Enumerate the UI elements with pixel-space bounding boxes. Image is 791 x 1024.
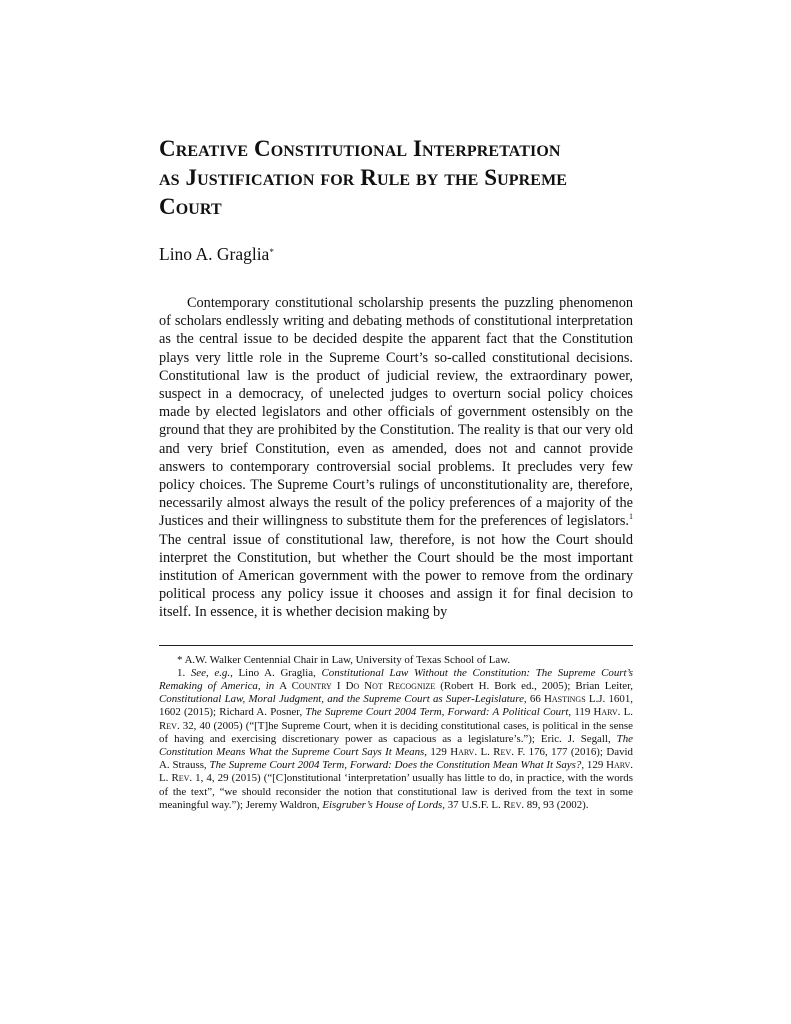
footnote-divider — [159, 645, 633, 646]
author-line — [159, 243, 633, 265]
fn-journal: Rev — [503, 798, 522, 811]
fn-text: , Lino A. Graglia, — [230, 666, 322, 679]
footnote-star: * A.W. Walker Centennial Chair in Law, University of Texas School of Law. — [177, 653, 511, 666]
fn-journal: Harv — [450, 746, 475, 759]
fn-text: , 66 — [523, 693, 545, 706]
title-line: Creative Constitutional Interpretation — [159, 136, 561, 161]
author-footnote-marker: * — [269, 247, 274, 257]
fn-text: . L. — [474, 746, 494, 759]
fn-work-title: The Supreme Court 2004 Term, Forward: Does the Constitution Mean What It Says? — [209, 759, 582, 772]
fn-text: . L. — [159, 759, 633, 785]
fn-book-title: A Country I Do Not Recognize — [279, 680, 436, 693]
fn-work-title: Constitutional Law Without the Constitution: The Supreme Court’s Remaking of America — [159, 666, 633, 693]
fn-journal: Rev — [171, 772, 190, 785]
fn-journal: Harv — [593, 706, 618, 719]
fn-journal: Rev — [159, 719, 177, 732]
title-line: as Justification for Rule by the Supreme — [159, 165, 568, 190]
fn-journal: Harv — [606, 759, 631, 772]
fn-journal: Hastings — [544, 693, 586, 706]
footnote-number: 1. — [177, 666, 186, 679]
fn-work-title: The Supreme Court 2004 Term, Forward: A Political Court — [305, 706, 569, 719]
fn-work-title: Constitutional Law, Moral Judgment, and the Supreme Court as Super-Legislature — [159, 693, 524, 706]
fn-work-title: The Constitution Means What the Supreme Court Says It Means — [159, 732, 633, 759]
fn-text: , 37 U.S.F. L. — [442, 798, 504, 811]
author-name: Lino A. Graglia — [159, 244, 270, 264]
fn-text: . 32, 40 (2005) (“[T]he Supreme Court, when it is deciding constitutional cases, is political in the sense of having and exercising discretionary power as capacious as a legislature’s.”); Eric. J. Segall, — [159, 719, 633, 745]
fn-signal: in — [265, 680, 275, 693]
body-text-part1: Contemporary constitutional scholarship presents the puzzling phenomenon of scholars endlessly writing and debating methods of constitutional interpretation as the central issue to be decided despite the apparent fact that the Constitution plays very little role in the Supreme Court’s so-called constitutional decisions. Constitutional law is the product of judicial review, the extraordinary power, suspect in a democracy, of unelected judges to overturn social policy choices made by elected legislators and other officials of government ostensibly on the ground that they are prohibited by the Constitution. The reality is that our very old and very brief Constitution, even as amended, does not and cannot provide answers to contemporary controversial social problems. It precludes very few policy choices. The Supreme Court’s rulings of unconstitutionality are, therefore, necessarily almost always the result of the policy preferences of a majority of the Justices and their willingness to substitute them for the preferences of legislators. — [159, 295, 633, 530]
footnote-1 — [159, 667, 633, 812]
fn-text: , 129 — [581, 759, 607, 772]
footnotes — [159, 654, 633, 812]
fn-text: . F. 176, 177 (2016); David A. Strauss, — [159, 746, 633, 772]
fn-text: . 1, 4, 29 (2015) (“[C]onstitutional ‘interpretation’ usually has little to do, in practice, with the words of the text”, “we should reconsider the notion that constitutional law is derived from the text in some meaningful way.”); Jeremy Waldron, — [159, 772, 633, 811]
fn-journal: Rev — [493, 746, 512, 759]
fn-work-title: Eisgruber’s House of Lords — [322, 798, 443, 811]
fn-text: L.J. 1601, 1602 (2015); Richard A. Posner, — [159, 693, 633, 719]
footnote-ref-1: 1 — [629, 512, 633, 522]
fn-text: . L. — [617, 706, 633, 719]
fn-text: , — [257, 680, 266, 693]
article-title — [159, 134, 633, 221]
fn-signal: See, e.g. — [190, 666, 231, 679]
body-text-part2: The central issue of constitutional law, therefore, is not how the Court should interpret the Constitution, but whether the Court should be the most important institution of American government with the power to remove from the ordinary political process any policy issue it chooses and assign it for final decision to itself. In essence, it is whether decision making by — [159, 531, 633, 621]
fn-text: . 89, 93 (2002). — [521, 798, 589, 811]
article — [159, 134, 633, 812]
body-paragraph — [159, 294, 633, 622]
fn-text: (Robert H. Bork ed., 2005); Brian Leiter, — [435, 680, 633, 693]
fn-text: , 129 — [424, 746, 451, 759]
fn-text: , 119 — [568, 706, 594, 719]
title-line: Court — [159, 194, 222, 219]
